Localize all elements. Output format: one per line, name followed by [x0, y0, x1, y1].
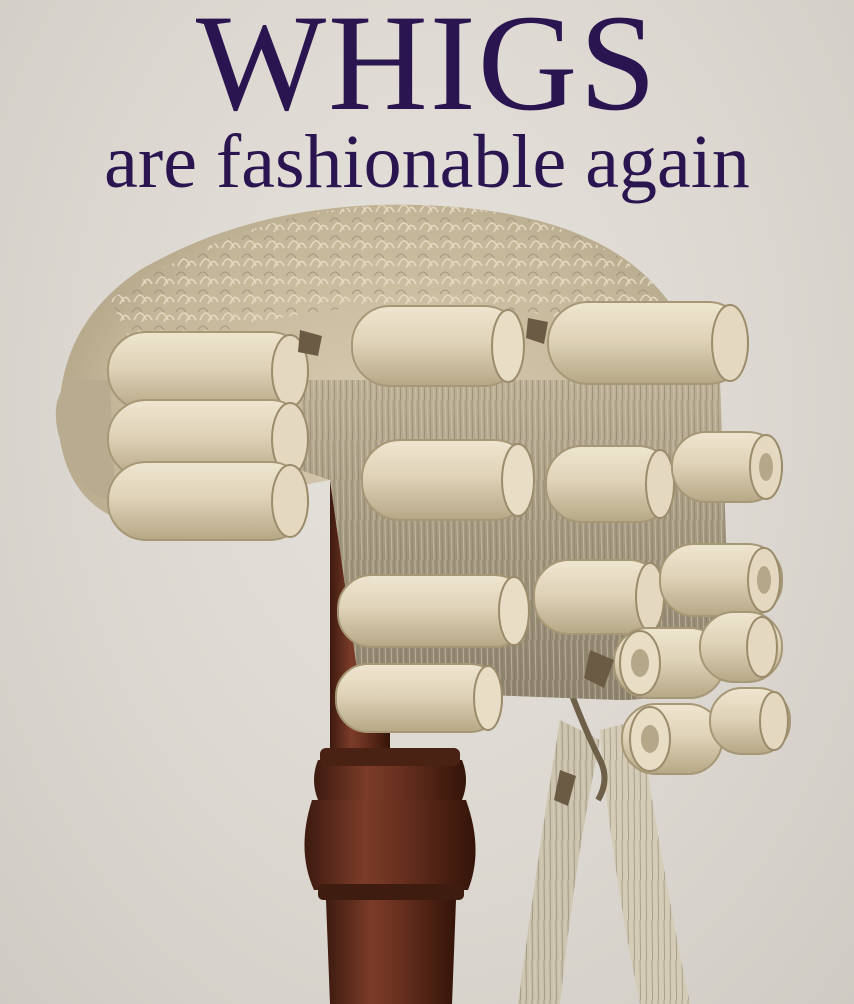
curl-lower-far-right	[660, 544, 782, 616]
curl-middle-far-right	[672, 432, 782, 502]
curl-middle-center	[362, 440, 534, 520]
headline-subtitle: are fashionable again	[104, 120, 750, 204]
curl-middle-right	[546, 446, 674, 522]
curl-bottom-center	[336, 664, 502, 732]
curl-top-center	[352, 306, 524, 386]
curl-lower-center	[338, 575, 529, 647]
curl-lower-right	[534, 560, 664, 634]
curl-top-right	[548, 302, 748, 384]
headline-title: WHIGS	[195, 0, 659, 139]
curl-bottom-right-cluster	[614, 612, 790, 774]
curl-left-top	[108, 332, 308, 410]
curl-left-bottom	[108, 462, 308, 540]
